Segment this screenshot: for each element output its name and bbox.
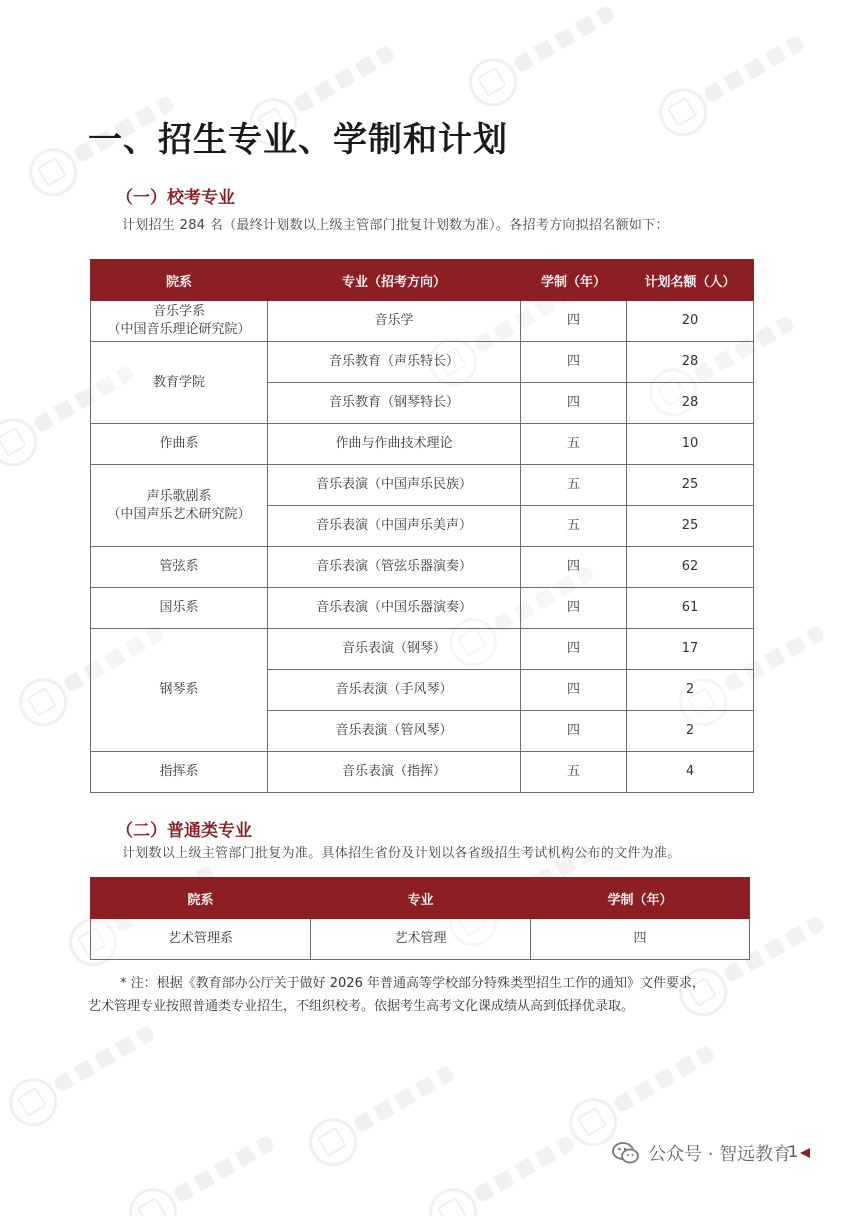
major-cell: 音乐表演（钢琴） bbox=[268, 629, 521, 670]
years-cell: 四 bbox=[521, 711, 627, 752]
years-cell: 四 bbox=[521, 629, 627, 670]
major-cell: 艺术管理 bbox=[311, 919, 531, 960]
department-name: 钢琴系 bbox=[159, 682, 199, 697]
major-cell: 音乐表演（中国乐器演奏） bbox=[268, 588, 521, 629]
department-cell bbox=[91, 301, 268, 342]
quota-cell: 28 bbox=[627, 383, 754, 424]
header-major: 专业 bbox=[311, 878, 531, 919]
quota-cell: 20 bbox=[627, 301, 754, 342]
quota-cell: 62 bbox=[627, 547, 754, 588]
major-cell: 音乐表演（指挥） bbox=[268, 752, 521, 793]
table-header-row bbox=[91, 260, 754, 301]
table-row bbox=[91, 424, 754, 465]
years-cell: 四 bbox=[521, 670, 627, 711]
table-row bbox=[91, 752, 754, 793]
department-name: 教育学院 bbox=[152, 374, 205, 390]
years-cell: 四 bbox=[521, 588, 627, 629]
campus-exam-quota-table bbox=[90, 259, 754, 793]
quota-cell: 61 bbox=[627, 588, 754, 629]
quota-cell: 10 bbox=[627, 424, 754, 465]
quota-cell: 28 bbox=[627, 342, 754, 383]
years-cell: 五 bbox=[521, 424, 627, 465]
wechat-icon bbox=[612, 1141, 640, 1165]
department-subname: （中国声乐艺术研究院） bbox=[107, 506, 251, 522]
header-years: 学制（年） bbox=[531, 878, 750, 919]
page-title: 一、招生专业、学制和计划 bbox=[88, 120, 508, 160]
header-major: 专业（招考方向） bbox=[268, 260, 521, 301]
major-cell: 音乐表演（手风琴） bbox=[268, 670, 521, 711]
department-cell bbox=[91, 342, 268, 424]
department-cell: 艺术管理系 bbox=[91, 919, 311, 960]
table-row bbox=[91, 629, 754, 670]
section1-intro: 计划招生 284 名（最终计划数以上级主管部门批复计划数为准）。各招考方向拟招名额如下： bbox=[122, 218, 669, 233]
department-name: 声乐歌剧系 bbox=[146, 488, 212, 504]
major-cell: 音乐教育（声乐特长） bbox=[268, 342, 521, 383]
department-name: 音乐学系 bbox=[152, 304, 205, 319]
department-cell bbox=[91, 588, 268, 629]
years-cell: 四 bbox=[521, 301, 627, 342]
header-years: 学制（年） bbox=[521, 260, 627, 301]
arrow-left-icon bbox=[800, 1148, 810, 1158]
footnote-line-2: 艺术管理专业按照普通类专业招生，不组织校考。依据考生高考文化课成绩从高到低择优录取。 bbox=[88, 999, 635, 1014]
quota-cell: 2 bbox=[627, 711, 754, 752]
table-row bbox=[91, 919, 750, 960]
department-name: 国乐系 bbox=[159, 600, 199, 615]
years-cell: 五 bbox=[521, 752, 627, 793]
department-cell bbox=[91, 465, 268, 547]
major-cell: 音乐学 bbox=[268, 301, 521, 342]
general-admission-table bbox=[90, 877, 750, 960]
department-subname: （中国音乐理论研究院） bbox=[107, 322, 251, 337]
quota-cell: 25 bbox=[627, 506, 754, 547]
years-cell: 四 bbox=[531, 919, 750, 960]
quota-cell: 17 bbox=[627, 629, 754, 670]
major-cell: 音乐表演（管风琴） bbox=[268, 711, 521, 752]
header-department: 院系 bbox=[91, 260, 268, 301]
wechat-attribution bbox=[612, 1140, 791, 1166]
department-name: 作曲系 bbox=[159, 436, 199, 451]
department-cell bbox=[91, 547, 268, 588]
years-cell: 四 bbox=[521, 547, 627, 588]
department-name: 管弦系 bbox=[159, 559, 199, 574]
quota-cell: 2 bbox=[627, 670, 754, 711]
footnote-line-1: * 注：根据《教育部办公厅关于做好 2026 年普通高等学校部分特殊类型招生工作的通知》文件要求， bbox=[120, 976, 705, 991]
major-cell: 音乐教育（钢琴特长） bbox=[268, 383, 521, 424]
table-row bbox=[91, 301, 754, 342]
department-cell bbox=[91, 424, 268, 465]
header-quota: 计划名额（人） bbox=[627, 260, 754, 301]
section1-heading: （一）校考专业 bbox=[116, 188, 235, 208]
quota-cell: 25 bbox=[627, 465, 754, 506]
department-cell bbox=[91, 752, 268, 793]
table-row bbox=[91, 588, 754, 629]
years-cell: 四 bbox=[521, 342, 627, 383]
header-department: 院系 bbox=[91, 878, 311, 919]
table-row bbox=[91, 342, 754, 383]
footnote bbox=[88, 972, 768, 1018]
years-cell: 四 bbox=[521, 383, 627, 424]
major-cell: 音乐表演（管弦乐器演奏） bbox=[268, 547, 521, 588]
years-cell: 五 bbox=[521, 506, 627, 547]
section2-intro: 计划数以上级主管部门批复为准。具体招生省份及计划以各省级招生考试机构公布的文件为准。 bbox=[122, 846, 681, 861]
years-cell: 五 bbox=[521, 465, 627, 506]
department-cell bbox=[91, 629, 268, 752]
department-name: 指挥系 bbox=[159, 764, 199, 779]
major-cell: 音乐表演（中国声乐美声） bbox=[268, 506, 521, 547]
table-row bbox=[91, 547, 754, 588]
wechat-label: 公众号 · 智远教育 bbox=[648, 1144, 792, 1165]
page-number: 1 bbox=[788, 1142, 799, 1161]
table-row bbox=[91, 465, 754, 506]
section2-heading: （二）普通类专业 bbox=[116, 821, 252, 841]
major-cell: 音乐表演（中国声乐民族） bbox=[268, 465, 521, 506]
table-header-row bbox=[91, 878, 750, 919]
quota-cell: 4 bbox=[627, 752, 754, 793]
major-cell: 作曲与作曲技术理论 bbox=[268, 424, 521, 465]
